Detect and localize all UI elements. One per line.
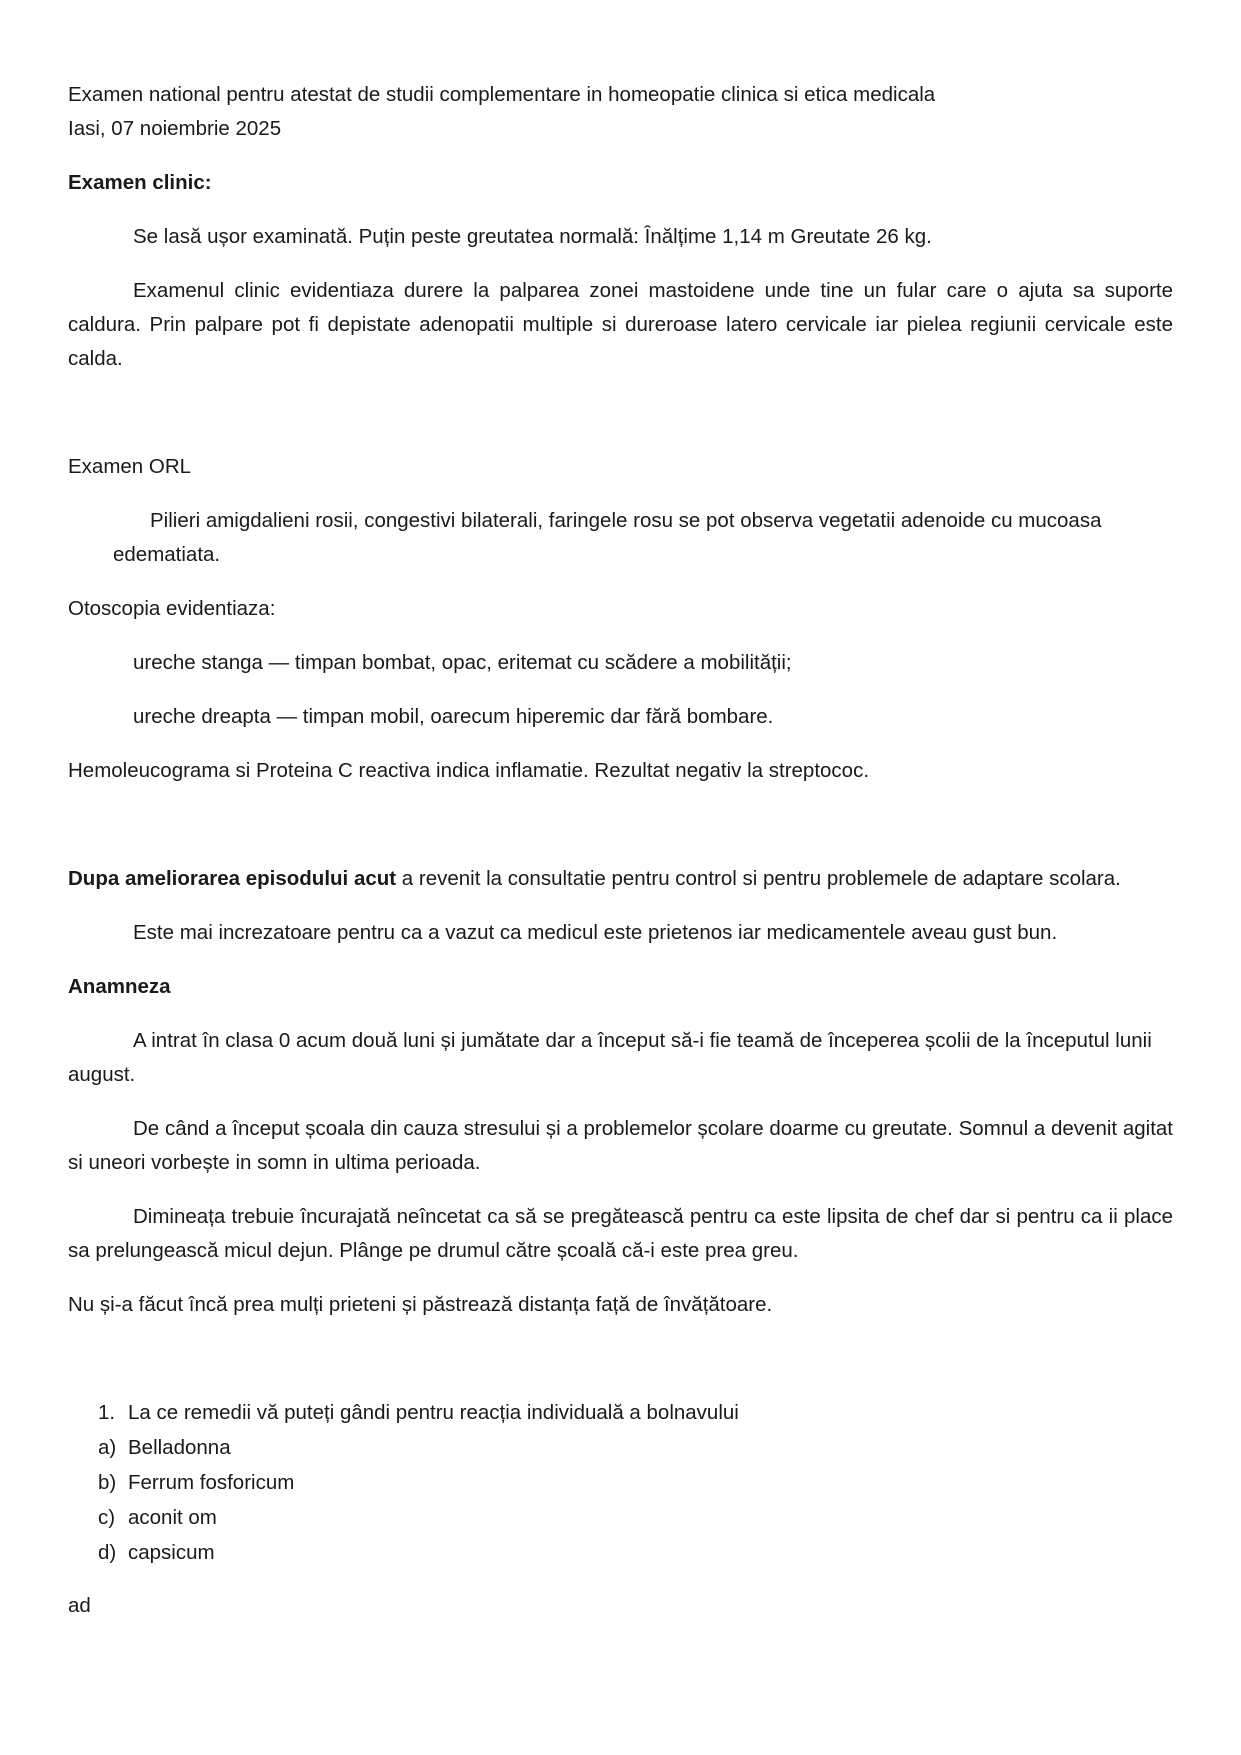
question-number: 1. [98, 1401, 116, 1424]
paragraph-ureche-stanga: ureche stanga — timpan bombat, opac, eritemat cu scădere a mobilității; [133, 651, 792, 674]
document-title: Examen national pentru atestat de studii complementare in homeopatie clinica si etica medicala [68, 83, 936, 106]
heading-examen-clinic: Examen clinic: [68, 171, 212, 194]
answer-option-d-marker: d) [98, 1541, 117, 1564]
paragraph-dupa-ameliorarea [68, 862, 1173, 896]
heading-examen-orl: Examen ORL [68, 455, 192, 478]
paragraph-otoscopia: Otoscopia evidentiaza: [68, 597, 276, 620]
answer-option-a-text: Belladonna [128, 1436, 231, 1459]
question-block [98, 1396, 1173, 1570]
answer-option-a [98, 1431, 1173, 1465]
answer-option-b-marker: b) [98, 1471, 117, 1494]
heading-anamneza: Anamneza [68, 975, 171, 998]
question-item [98, 1396, 1173, 1430]
paragraph-dupa-ameliorarea-bold: Dupa ameliorarea episodului acut [68, 867, 397, 890]
blank-line [68, 1342, 1173, 1376]
document-date-line: Iasi, 07 noiembrie 2025 [68, 117, 282, 140]
blank-line [68, 808, 1173, 842]
answer-option-d [98, 1536, 1173, 1570]
answer-option-c-marker: c) [98, 1506, 116, 1529]
answer-option-b [98, 1466, 1173, 1500]
paragraph-nu-si-a: Nu și-a făcut încă prea mulți prieteni și păstrează distanța față de învățătoare. [68, 1293, 773, 1316]
footer-stray-text: ad [68, 1594, 91, 1617]
paragraph-de-cand: De când a început școala din cauza stresului și a problemelor școlare doarme cu greutate. Somnul a devenit agitat si uneori vorbește in somn in ultima perioada. [68, 1117, 1173, 1174]
answer-option-c-text: aconit om [128, 1506, 217, 1529]
paragraph-pilieri: Pilieri amigdalieni rosii, congestivi bilaterali, faringele rosu se pot observa vegetatii adenoide cu mucoasa edematiata. [113, 509, 1102, 566]
paragraph-este-mai: Este mai increzatoare pentru ca a vazut ca medicul este prietenos iar medicamentele aveau gust bun. [133, 921, 1058, 944]
answer-option-b-text: Ferrum fosforicum [128, 1471, 295, 1494]
paragraph-dimineata: Dimineața trebuie încurajată neîncetat ca să se pregătească pentru ca este lipsita de chef dar si pentru ca ii place sa prelungească micul dejun. Plânge pe drumul către școală că-i este prea greu. [68, 1205, 1173, 1262]
paragraph-dupa-ameliorarea-rest: a revenit la consultatie pentru control si pentru problemele de adaptare scolara. [396, 867, 1121, 890]
question-text: La ce remedii vă puteți gândi pentru reacția individuală a bolnavului [128, 1401, 739, 1424]
paragraph-se-lasa: Se lasă ușor examinată. Puțin peste greutatea normală: Înălțime 1,14 m Greutate 26 kg. [133, 225, 932, 248]
answer-option-d-text: capsicum [128, 1541, 215, 1564]
paragraph-ureche-dreapta: ureche dreapta — timpan mobil, oarecum hiperemic dar fără bombare. [133, 705, 774, 728]
answer-option-a-marker: a) [98, 1436, 117, 1459]
paragraph-a-intrat: A intrat în clasa 0 acum două luni și jumătate dar a început să-i fie teamă de începerea școlii de la începutul lunii august. [68, 1029, 1152, 1086]
paragraph-hemoleucograma: Hemoleucograma si Proteina C reactiva indica inflamatie. Rezultat negativ la streptococ. [68, 759, 870, 782]
paragraph-examenul-clinic: Examenul clinic evidentiaza durere la palparea zonei mastoidene unde tine un fular care o ajuta sa suporte caldura. Prin palpare pot fi depistate adenopatii multiple si dureroase latero cervicale iar pielea regiunii cervicale este calda. [68, 279, 1173, 370]
blank-line [68, 396, 1173, 430]
answer-option-c [98, 1501, 1173, 1535]
